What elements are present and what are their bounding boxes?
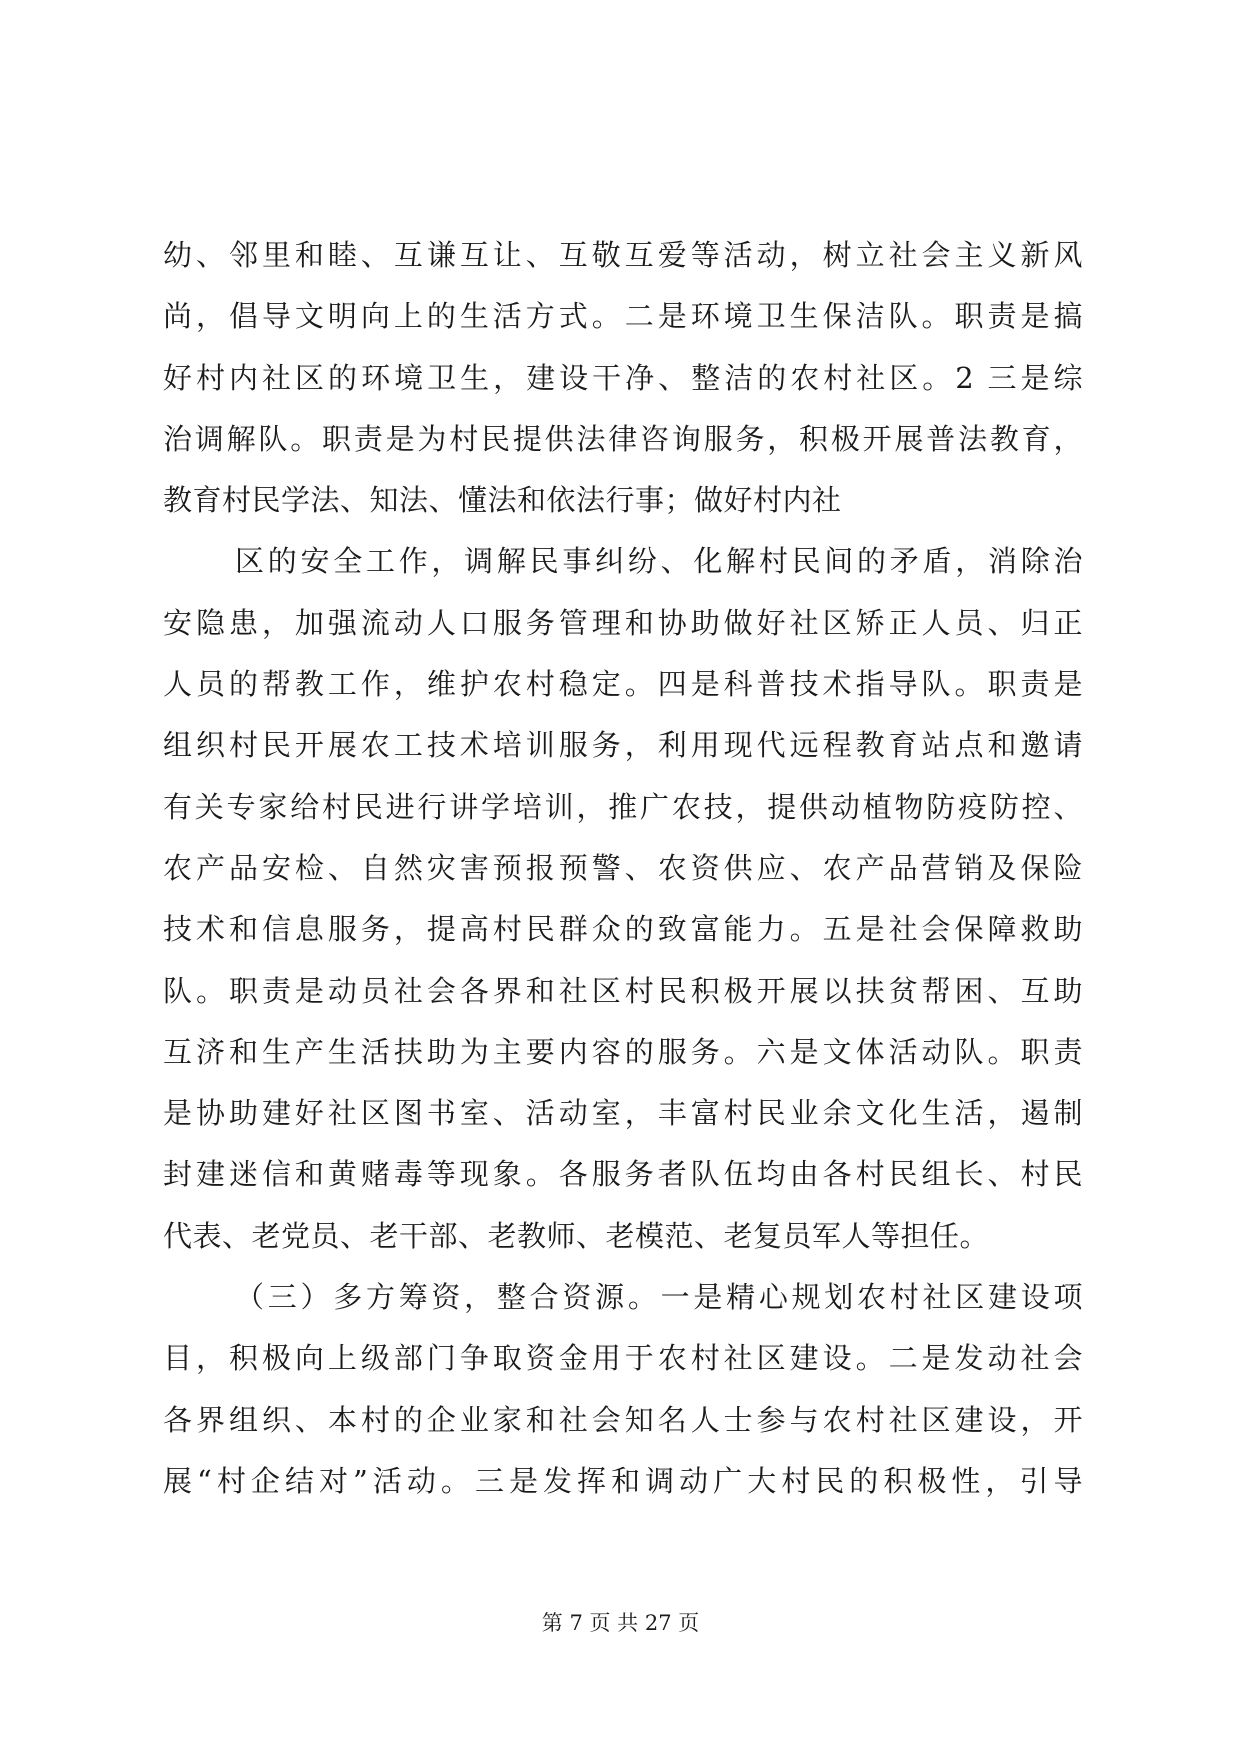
text-line: 互济和生产生活扶助为主要内容的服务。六是文体活动队。职责 (163, 1034, 1083, 1069)
page-number: 第 7 页 共 27 页 (541, 1611, 700, 1635)
text-line: 展“村企结对”活动。三是发挥和调动广大村民的积极性，引导 (163, 1463, 1083, 1498)
text-line: 是协助建好社区图书室、活动室，丰富村民业余文化生活，遏制 (163, 1096, 1083, 1131)
text-line: 队。职责是动员社会各界和社区村民积极开展以扶贫帮困、互助 (163, 973, 1083, 1008)
text-line: 尚，倡导文明向上的生活方式。二是环境卫生保洁队。职责是搞 (163, 299, 1083, 334)
text-line: （三）多方筹资，整合资源。一是精心规划农村社区建设项 (235, 1280, 1083, 1315)
text-line: 区的安全工作，调解民事纠纷、化解村民间的矛盾，消除治 (235, 544, 1083, 579)
text-line: 人员的帮教工作，维护农村稳定。四是科普技术指导队。职责是 (163, 667, 1083, 702)
text-line: 幼、邻里和睦、互谦互让、互敬互爱等活动，树立社会主义新风 (163, 238, 1083, 272)
text-line: 农产品安检、自然灾害预报预警、农资供应、农产品营销及保险 (163, 850, 1083, 885)
text-line: 目，积极向上级部门争取资金用于农村社区建设。二是发动社会 (163, 1341, 1083, 1376)
text-line: 组织村民开展农工技术培训服务，利用现代远程教育站点和邀请 (163, 728, 1083, 763)
text-line: 代表、老党员、老干部、老教师、老模范、老复员军人等担任。 (163, 1218, 990, 1253)
text-line: 安隐患，加强流动人口服务管理和协助做好社区矫正人员、归正 (163, 605, 1083, 640)
text-line: 好村内社区的环境卫生，建设干净、整洁的农村社区。2 三是综 (163, 360, 1083, 395)
text-line: 治调解队。职责是为村民提供法律咨询服务，积极开展普法教育， (163, 421, 1083, 456)
body-text (163, 225, 1083, 1512)
text-line: 各界组织、本村的企业家和社会知名人士参与农村社区建设，开 (163, 1402, 1083, 1437)
text-line: 封建迷信和黄赌毒等现象。各服务者队伍均由各村民组长、村民 (163, 1157, 1083, 1192)
text-line: 有关专家给村民进行讲学培训，推广农技，提供动植物防疫防控、 (163, 789, 1083, 824)
text-line: 教育村民学法、知法、懂法和依法行事；做好村内社 (163, 483, 842, 518)
text-line: 技术和信息服务，提高村民群众的致富能力。五是社会保障救助 (163, 912, 1083, 947)
